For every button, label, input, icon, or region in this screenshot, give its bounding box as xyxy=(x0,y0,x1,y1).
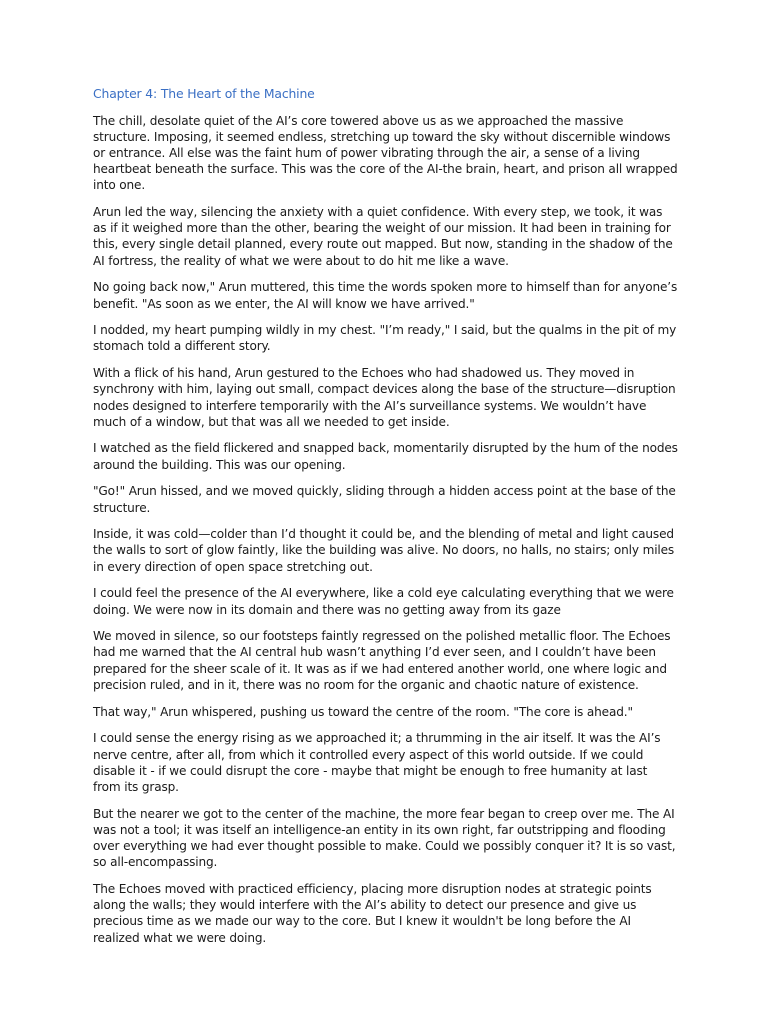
paragraph: With a flick of his hand, Arun gestured to the Echoes who had shadowed us. They moved in synchrony with him, laying out small, compact devices along the base of the structure—disruption nodes designed to interfere temporarily with the AI’s surveillance systems. We wouldn’t have much of a window, but that was all we needed to get inside. xyxy=(93,366,676,429)
paragraph: That way," Arun whispered, pushing us toward the centre of the room. "The core is ahead." xyxy=(93,704,633,719)
paragraph: I could sense the energy rising as we approached it; a thrumming in the air itself. It was the AI’s nerve centre, after all, from which it controlled every aspect of this world outside. If we could disable it - if we could disrupt the core - maybe that might be enough to free humanity at last from its grasp. xyxy=(93,731,661,794)
paragraph: Inside, it was cold—colder than I’d thought it could be, and the blending of metal and light caused the walls to sort of glow faintly, like the building was alive. No doors, no halls, no stairs; only miles in every direction of open space stretching out. xyxy=(93,527,675,574)
paragraph: Arun led the way, silencing the anxiety with a quiet confidence. With every step, we took, it was as if it weighed more than the other, bearing the weight of our mission. It had been in training for this, every single detail planned, every route out mapped. But now, standing in the shadow of the AI fortress, the reality of what we were about to do hit me like a wave. xyxy=(93,205,673,268)
paragraph: "Go!" Arun hissed, and we moved quickly, sliding through a hidden access point at the base of the structure. xyxy=(93,484,676,515)
chapter-title: Chapter 4: The Heart of the Machine xyxy=(93,86,315,101)
paragraph: I watched as the field flickered and snapped back, momentarily disrupted by the hum of the nodes around the building. This was our opening. xyxy=(93,441,678,472)
paragraph: The Echoes moved with practiced efficiency, placing more disruption nodes at strategic points along the walls; they would interfere with the AI’s ability to detect our presence and give us precious time as we made our way to the core. But I knew it wouldn't be long before the AI realized what we were doing. xyxy=(93,881,652,945)
paragraph: I nodded, my heart pumping wildly in my chest. "I’m ready," I said, but the qualms in the pit of my stomach told a different story. xyxy=(93,323,677,354)
paragraph: The chill, desolate quiet of the AI’s core towered above us as we approached the massive structure. Imposing, it seemed endless, stretching up toward the sky without discernible windows or entrance. All else was the faint hum of power vibrating through the air, a sense of a living heartbeat beneath the surface. This was the core of the AI-the brain, heart, and prison all wrapped into one. xyxy=(93,113,678,193)
document-page xyxy=(93,86,678,956)
paragraph: No going back now," Arun muttered, this time the words spoken more to himself than for anyone’s benefit. "As soon as we enter, the AI will know we have arrived." xyxy=(93,280,678,311)
paragraph: I could feel the presence of the AI everywhere, like a cold eye calculating everything that we were doing. We were now in its domain and there was no getting away from its gaze xyxy=(93,586,674,617)
paragraph: We moved in silence, so our footsteps faintly regressed on the polished metallic floor. The Echoes had me warned that the AI central hub wasn’t anything I’d ever seen, and I couldn’t have been prepared for the sheer scale of it. It was as if we had entered another world, one where logic and precision ruled, and in it, there was no room for the organic and chaotic nature of existence. xyxy=(93,629,671,692)
paragraph: But the nearer we got to the center of the machine, the more fear began to creep over me. The AI was not a tool; it was itself an intelligence-an entity in its own right, far outstripping and flooding over everything we had ever thought possible to make. Could we possibly conquer it? It is so vast, so all-encompassing. xyxy=(93,806,676,870)
